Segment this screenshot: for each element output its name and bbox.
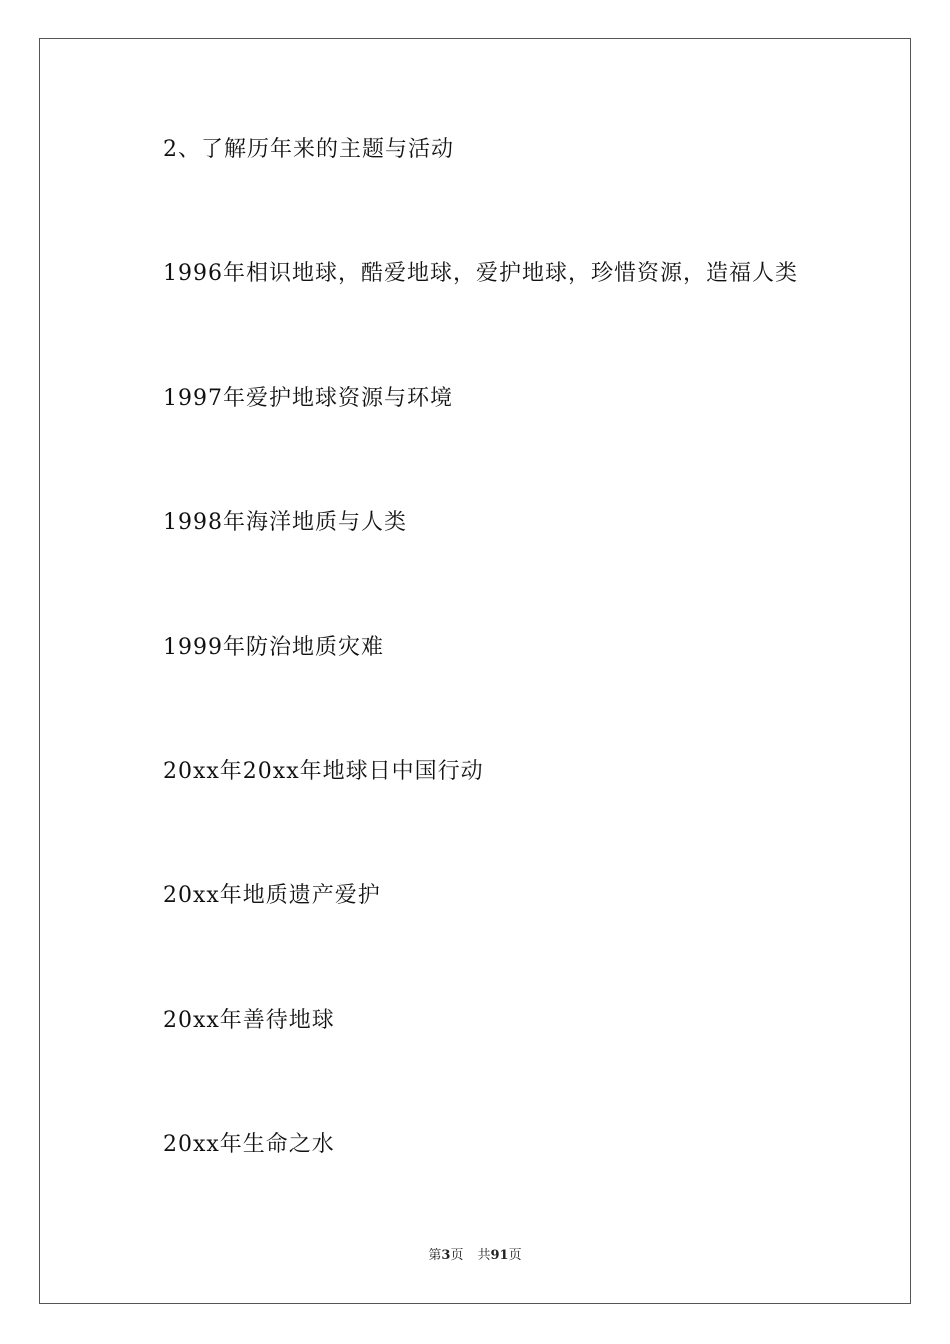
text-line-1998: 1998年海洋地质与人类 [163, 510, 407, 535]
text-line-20xx-c: 20xx年善待地球 [163, 1008, 335, 1033]
text-line-20xx-d: 20xx年生命之水 [163, 1132, 335, 1157]
text-line-1996: 1996年相识地球，酷爱地球，爱护地球，珍惜资源，造福人类 [163, 261, 798, 286]
page-footer [0, 1247, 950, 1265]
text-line-20xx-a: 20xx年20xx年地球日中国行动 [163, 759, 484, 784]
page-number: 第3页 [428, 1248, 464, 1263]
text-line-1997: 1997年爱护地球资源与环境 [163, 386, 453, 411]
text-line-20xx-b: 20xx年地质遗产爱护 [163, 883, 381, 908]
page-border [39, 38, 911, 1304]
text-line-1999: 1999年防治地质灾难 [163, 635, 384, 660]
page-total: 共91页 [477, 1248, 522, 1263]
text-line-heading: 2、了解历年来的主题与活动 [163, 137, 454, 162]
